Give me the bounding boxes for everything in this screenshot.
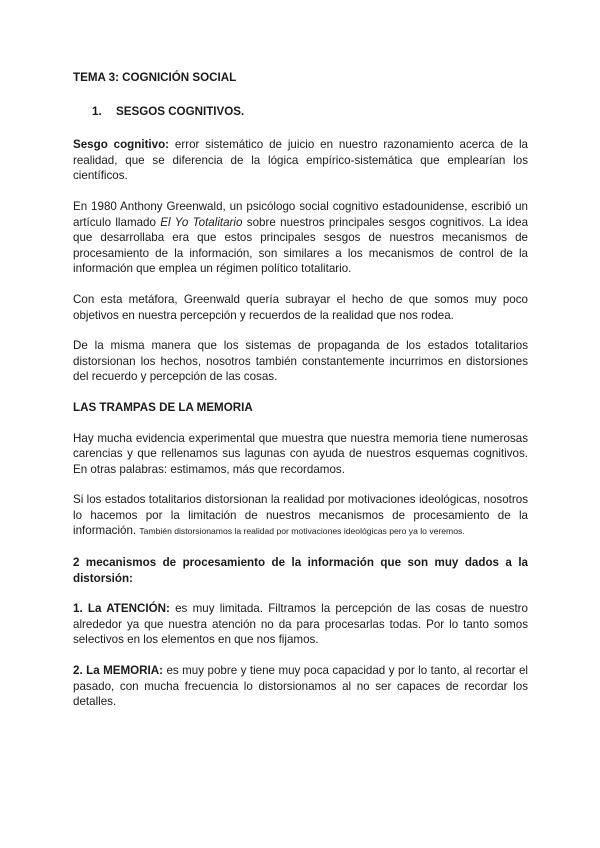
definition-term: Sesgo cognitivo: (73, 138, 170, 152)
limitations-paragraph (73, 492, 528, 540)
memory-term: 2. La MEMORIA: (73, 664, 163, 678)
attention-text: es muy limitada. Filtramos la percepción de las cosas de nuestro alrededor ya que nuestra atención no da para procesarlas todas. Por lo tanto somos selectivos en los elementos en que nos fijamos. (73, 602, 528, 647)
attention-item (73, 601, 528, 648)
metaphor-paragraph: Con esta metáfora, Greenwald quería subrayar el hecho de que somos muy poco objetivos en nuestra percepción y recuerdos de la realidad que nos rodea. (73, 292, 528, 322)
section-number: 1. (92, 104, 102, 118)
limitations-note: También distorsionamos la realidad por motivaciones ideológicas pero ya lo veremos. (139, 526, 465, 537)
section-label: SESGOS COGNITIVOS. (116, 104, 245, 118)
memory-evidence-paragraph: Hay mucha evidencia experimental que muestra que nuestra memoria tiene numerosas carencias y que rellenamos sus lagunas con ayuda de nuestros esquemas cognitivos. En otras palabras: estimamos, más que recordamos. (73, 431, 528, 476)
memory-traps-heading: LAS TRAMPAS DE LA MEMORIA (73, 400, 253, 414)
mechanisms-heading: 2 mecanismos de procesamiento de la información que son muy dados a la distorsión: (73, 556, 528, 585)
limitations-text: Si los estados totalitarios distorsionan la realidad por motivaciones ideológicas, nosotros lo hacemos por la limitación de nuestros mecanismos de procesamiento de la información. (73, 493, 528, 538)
greenwald-text-after: sobre nuestros principales sesgos cognitivos. La idea que desarrollaba era que estos principales sesgos de nuestros mecanismos de procesamiento de la información, son similares a los mecanismos de control de la información que emplea un régimen político totalitario. (73, 215, 529, 276)
memory-item (73, 663, 528, 710)
greenwald-paragraph (73, 199, 528, 277)
page-title: TEMA 3: COGNICIÓN SOCIAL (73, 71, 237, 84)
definition-text: error sistemático de juicio en nuestro razonamiento acerca de la realidad, que se diferencia de la lógica empírico-sistemática que emplearían los científicos. (73, 138, 528, 183)
definition-paragraph (73, 137, 528, 184)
section-heading (92, 104, 528, 120)
propaganda-paragraph: De la misma manera que los sistemas de propaganda de los estados totalitarios distorsionan los hechos, nosotros también constantemente incurrimos en distorsiones del recuerdo y percepción de las cosas. (73, 339, 528, 384)
memory-text: es muy pobre y tiene muy poca capacidad y por lo tanto, al recortar el pasado, con mucha frecuencia lo distorsionamos al no ser capaces de recordar los detalles. (73, 664, 528, 709)
attention-term: 1. La ATENCIÓN: (73, 602, 170, 616)
greenwald-text-before: En 1980 Anthony Greenwald, un psicólogo social cognitivo estadounidense, escribió un artículo llamado (73, 199, 528, 229)
article-title: El Yo Totalitario (160, 215, 243, 229)
